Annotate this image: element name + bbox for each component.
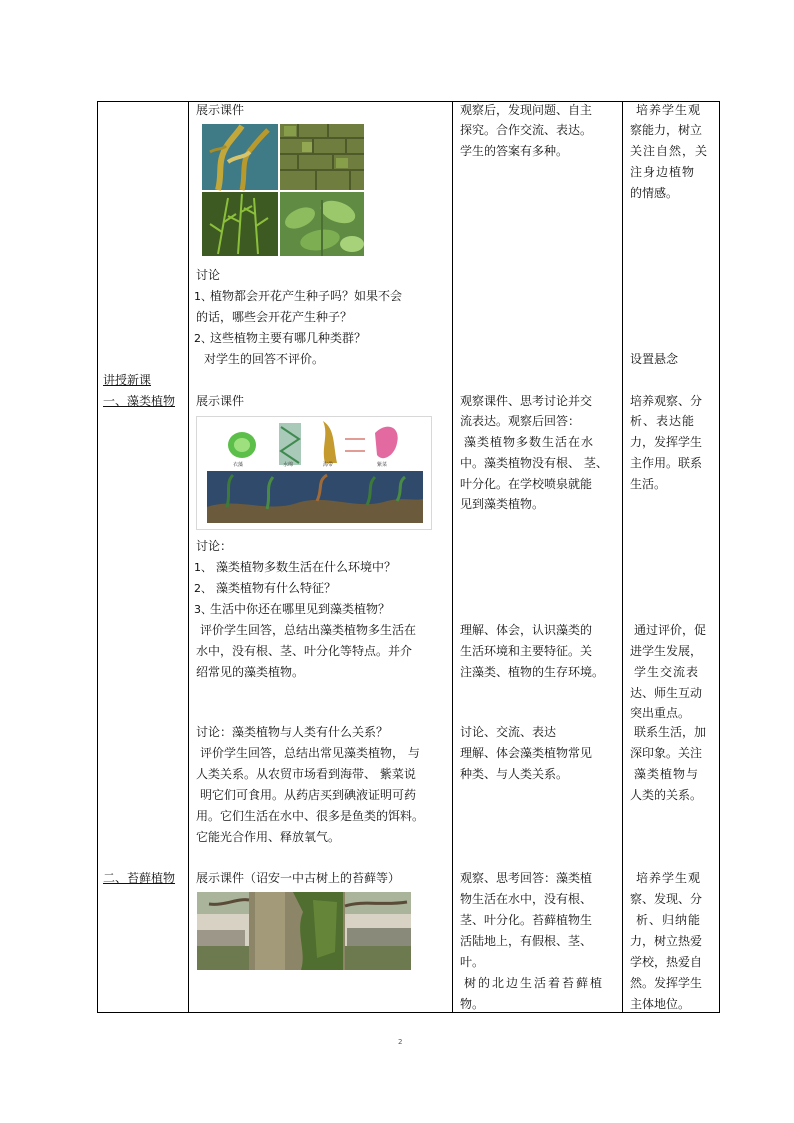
- table-top-border: [97, 101, 720, 102]
- intent-row3-line-4: 力，树立热爱: [630, 934, 703, 948]
- student-row2-a-line-5: 叶分化。在学校喷泉就能: [460, 477, 593, 491]
- intent-row1-line-5: 的情感。: [630, 186, 679, 200]
- algae-question-2: 藻类植物有什么特征？: [216, 581, 337, 595]
- student-row3-line-5: 叶。: [460, 955, 485, 969]
- student-row3-line-1: 观察、思考回答：藻类植: [460, 871, 593, 885]
- student-row3-line-3: 茎、叶分化。苔藓植物生: [460, 913, 593, 927]
- intent-row2-c-line-1: 联系生活，加: [634, 725, 707, 739]
- student-row2-b-line-2: 生活环境和主要特征。关: [460, 644, 593, 658]
- teacher-show-courseware-3: 展示课件（诏安一中古树上的苔藓等）: [196, 871, 401, 885]
- section-label-moss: 二、苔藓植物: [103, 871, 176, 885]
- teacher-show-courseware-1: 展示课件: [196, 103, 245, 117]
- algae-fig-label-4: 紫菜: [377, 462, 388, 468]
- teacher-evaluation-1-line-1: 评价学生回答，总结出藻类植物多生活在: [200, 623, 417, 637]
- teacher-evaluation-2-line-5: 它能光合作用、释放氧气。: [196, 830, 341, 844]
- intent-row2-c-line-3: 藻类植物与: [634, 767, 700, 781]
- intent-suspense: 设置悬念: [630, 352, 679, 366]
- algae-question-3: 生活中你还在哪里见到藻类植物？: [210, 602, 391, 616]
- teacher-evaluation-1-line-3: 绍常见的藻类植物。: [196, 665, 305, 679]
- teacher-show-courseware-2: 展示课件: [196, 394, 245, 408]
- intent-row2-c-line-2: 深印象。关注: [630, 746, 703, 760]
- algae-fig-label-1: 衣藻: [233, 462, 244, 468]
- intent-row2-a-line-2: 析、表达能: [630, 414, 696, 428]
- teacher-evaluation-2-line-3: 明它们可食用。从药店买到碘液证明可药: [200, 788, 417, 802]
- student-row2-c-line-2: 理解、体会藻类植物常见: [460, 746, 593, 760]
- teacher-evaluation-2-line-1: 评价学生回答，总结出常见藻类植物， 与: [200, 746, 420, 760]
- student-row2-b-line-1: 理解、体会，认识藻类的: [460, 623, 593, 637]
- algae-question-3-number: 3、: [194, 603, 212, 616]
- question-2-number: 2、: [194, 332, 212, 345]
- intent-row2-b-line-2: 进学生发展，: [630, 644, 703, 658]
- student-row3-line-2: 物生活在水中，没有根、: [460, 892, 593, 906]
- algae-figure: [196, 416, 432, 530]
- section-label-new-lesson: 讲授新课: [103, 373, 152, 387]
- intent-row1-line-4: 注身边植物: [630, 165, 696, 179]
- teacher-evaluation-1-line-2: 水中，没有根、茎、叶分化等特点。并介: [196, 644, 413, 658]
- section-label-algae: 一、藻类植物: [103, 394, 176, 408]
- intent-row2-b-line-5: 突出重点。: [630, 706, 691, 720]
- plant-photos-illustration: [198, 122, 368, 258]
- intent-row1-line-3: 关注自然，关: [630, 144, 709, 158]
- student-row2-a-line-4: 中。藻类植物没有根、 茎、: [460, 456, 608, 470]
- intent-row2-c-line-4: 人类的关系。: [630, 788, 703, 802]
- student-row3-line-4: 活陆地上，有假根、茎、: [460, 934, 593, 948]
- intent-row2-a-line-1: 培养观察、分: [630, 394, 703, 408]
- intent-row2-b-line-1: 通过评价，促: [634, 623, 707, 637]
- intent-row1-line-2: 察能力，树立: [630, 123, 703, 137]
- intent-row3-line-6: 然。发挥学生: [630, 976, 703, 990]
- intent-row3-line-5: 学校，热爱自: [630, 955, 703, 969]
- student-row3-line-6: 树的北边生活着苔藓植: [464, 976, 605, 990]
- intent-row2-b-line-4: 达、师生互动: [630, 686, 703, 700]
- student-row2-a-line-2: 流表达。观察后回答：: [460, 414, 581, 428]
- algae-question-1-number: 1、: [194, 561, 212, 574]
- moss-tree-illustration: [197, 892, 411, 970]
- plant-photo-grid: [198, 122, 368, 258]
- teacher-no-evaluation: 对学生的回答不评价。: [204, 352, 325, 366]
- intent-row2-b-line-3: 学生交流表: [634, 665, 700, 679]
- teacher-discuss-title-2: 讨论：: [196, 539, 233, 553]
- intent-row2-a-line-4: 主作用。联系: [630, 456, 703, 470]
- moss-tree-photo: [197, 892, 411, 970]
- student-row2-a-line-6: 见到藻类植物。: [460, 497, 545, 511]
- teacher-discuss-title-1: 讨论: [196, 268, 221, 282]
- intent-row3-line-3: 析、归纳能: [636, 913, 702, 927]
- table-bottom-border: [97, 1012, 720, 1013]
- table-col-divider-1: [188, 101, 189, 1013]
- student-row2-a-line-3: 藻类植物多数生活在水: [464, 435, 595, 449]
- student-row1-line-2: 探究。合作交流、表达。: [460, 123, 593, 137]
- page-number: 2: [398, 1038, 403, 1046]
- student-row2-c-line-3: 种类、与人类关系。: [460, 767, 569, 781]
- student-row1-line-1: 观察后，发现问题、自主: [460, 103, 593, 117]
- intent-row2-a-line-3: 力，发挥学生: [630, 435, 703, 449]
- teacher-evaluation-2-line-2: 人类关系。从农贸市场看到海带、 紫菜说: [196, 767, 416, 781]
- student-row1-line-3: 学生的答案有多种。: [460, 144, 569, 158]
- table-col-divider-2: [452, 101, 453, 1013]
- teacher-discuss-relation: 讨论：藻类植物与人类有什么关系？: [196, 725, 389, 739]
- question-1-line-1: 植物都会开花产生种子吗？如果不会: [210, 289, 403, 303]
- algae-illustration: [197, 417, 431, 529]
- algae-question-1: 藻类植物多数生活在什么环境中？: [216, 560, 397, 574]
- teacher-evaluation-2-line-4: 用。它们生活在水中、很多是鱼类的饵料。: [196, 809, 425, 823]
- intent-row2-a-line-5: 生活。: [630, 477, 667, 491]
- question-2-line-1: 这些植物主要有哪几种类群？: [210, 331, 367, 345]
- table-right-border: [719, 101, 720, 1013]
- student-row2-a-line-1: 观察课件、思考讨论并交: [460, 394, 593, 408]
- algae-fig-label-3: 海带: [323, 462, 334, 468]
- question-1-line-2: 的话，哪些会开花产生种子？: [196, 310, 353, 324]
- student-row2-b-line-3: 注藻类、植物的生存环境。: [460, 665, 605, 679]
- intent-row1-line-1: 培养学生观: [636, 103, 702, 117]
- algae-fig-label-2: 水绵: [283, 462, 294, 468]
- intent-row3-line-2: 察、发现、分: [630, 892, 703, 906]
- algae-question-2-number: 2、: [194, 582, 212, 595]
- question-1-number: 1、: [194, 290, 212, 303]
- table-left-border: [97, 101, 98, 1013]
- student-row3-line-7: 物。: [460, 997, 485, 1011]
- intent-row3-line-7: 主体地位。: [630, 997, 691, 1011]
- table-col-divider-3: [622, 101, 623, 1013]
- intent-row3-line-1: 培养学生观: [636, 871, 702, 885]
- student-row2-c-line-1: 讨论、交流、表达: [460, 725, 557, 739]
